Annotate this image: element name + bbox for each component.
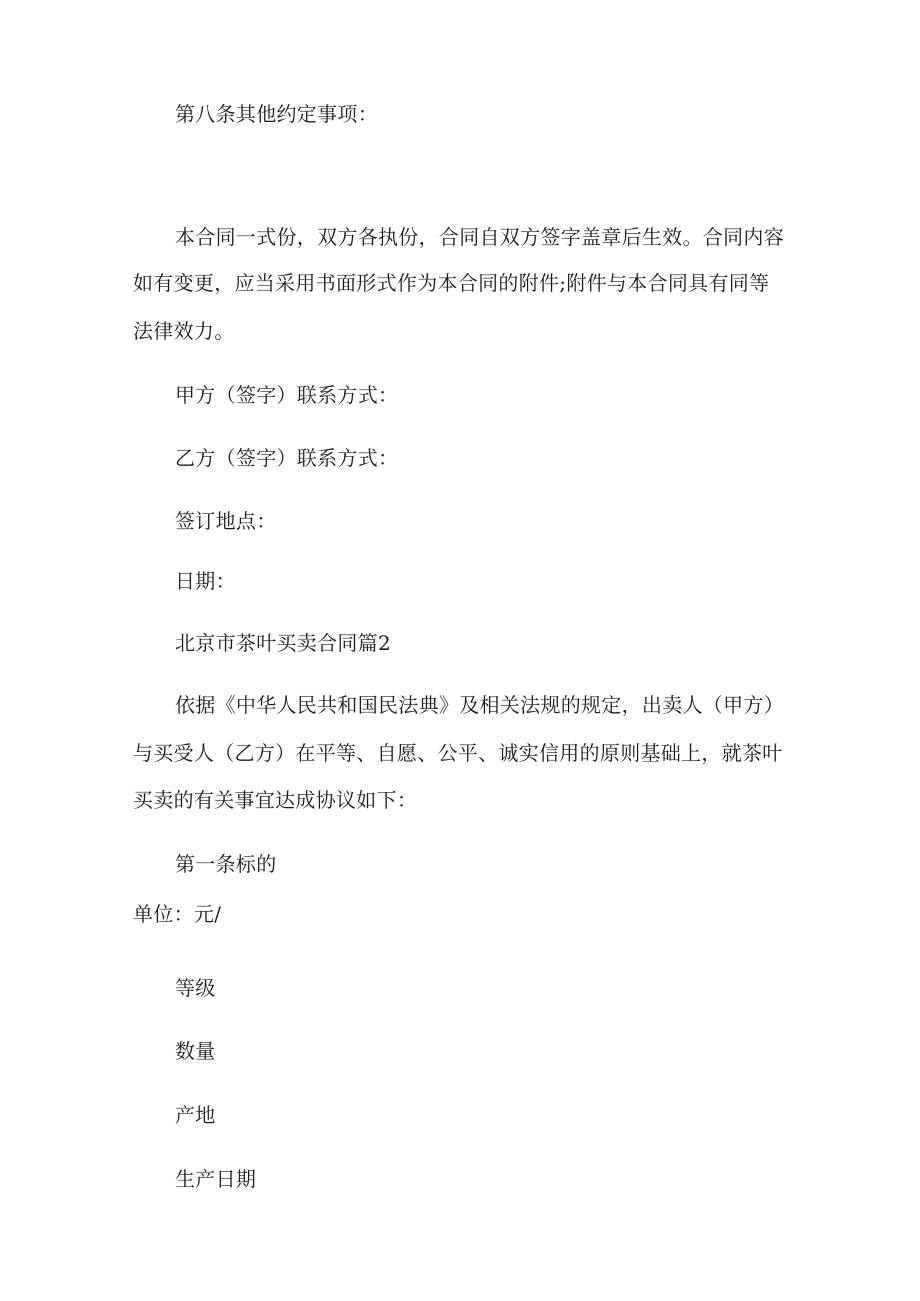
intro-paragraph-line-2: 与买受人（乙方）在平等、自愿、公平、诚实信用的原则基础上，就茶叶 [133, 741, 783, 765]
effect-paragraph-line-3: 法律效力。 [133, 319, 235, 343]
signing-date: 日期： [175, 569, 236, 593]
field-production-date: 生产日期 [175, 1167, 257, 1191]
field-origin: 产地 [175, 1103, 216, 1127]
article1-heading: 第一条标的 [175, 852, 277, 876]
party-b-signature: 乙方（签字）联系方式： [175, 446, 399, 470]
signing-place: 签订地点： [175, 509, 277, 533]
effect-paragraph-line-2: 如有变更，应当采用书面形式作为本合同的附件;附件与本合同具有同等 [133, 271, 770, 295]
article8-heading: 第八条其他约定事项： [175, 102, 378, 126]
field-grade: 等级 [175, 976, 216, 1000]
unit-label: 单位：元/ [133, 902, 222, 926]
intro-paragraph-line-3: 买卖的有关事宜达成协议如下： [133, 788, 418, 812]
effect-paragraph-line-1: 本合同一式份，双方各执份，合同自双方签字盖章后生效。合同内容 [175, 225, 784, 249]
field-quantity: 数量 [175, 1039, 216, 1063]
intro-paragraph-line-1: 依据《中华人民共和国民法典》及相关法规的规定，出卖人（甲方） [175, 693, 784, 717]
party-a-signature: 甲方（签字）联系方式： [175, 383, 399, 407]
contract-2-title: 北京市茶叶买卖合同篇2 [175, 631, 392, 655]
